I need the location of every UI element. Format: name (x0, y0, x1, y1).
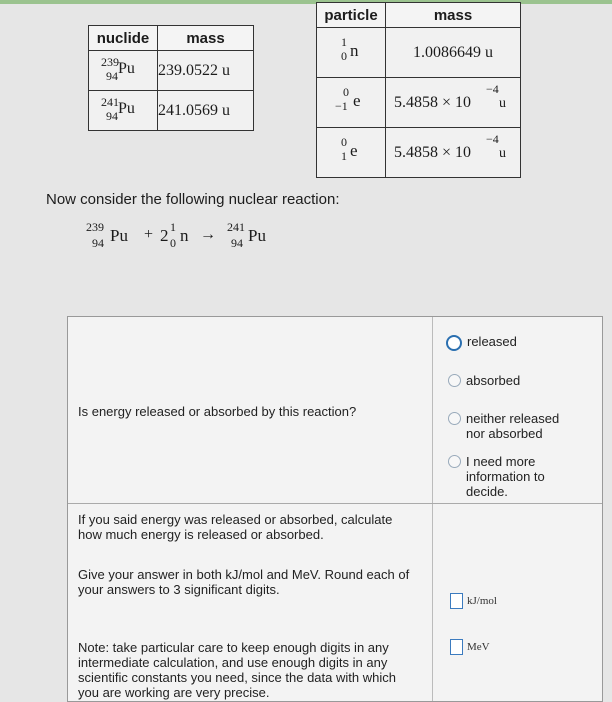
radio-icon[interactable] (448, 412, 461, 425)
question-energy: Is energy released or absorbed by this reaction? (78, 404, 357, 419)
nuclide-cell (89, 91, 158, 131)
option-absorbed[interactable]: absorbed (448, 373, 520, 388)
mev-answer-field[interactable]: MeV (450, 639, 490, 655)
mass-cell: 241.0569 u (158, 91, 254, 131)
radio-icon[interactable] (448, 374, 461, 387)
kjmol-input[interactable] (450, 593, 463, 609)
radio-icon[interactable] (448, 455, 461, 468)
positron-symbol: 0 1 e (341, 135, 358, 163)
mev-input[interactable] (450, 639, 463, 655)
option-need-info[interactable]: I need more information to decide. (448, 454, 560, 499)
pu239-symbol: 239 94 Pu (101, 55, 135, 83)
mass-cell: 5.4858 × 10 −4 u (386, 78, 521, 128)
mass-cell: 5.4858 × 10 −4 u (386, 128, 521, 178)
reaction-equation: 239 94 Pu + 2 1 0 n → 241 94 Pu (86, 220, 266, 250)
mass-header: mass (386, 3, 521, 28)
nuclide-table (88, 25, 254, 131)
particle-cell (317, 28, 386, 78)
arrow-icon: → (200, 226, 216, 243)
reaction-prompt: Now consider the following nuclear reaction: (46, 191, 340, 208)
instructions: Give your answer in both kJ/mol and MeV. Round each of your answers to 3 significant digits. (78, 567, 410, 597)
particle-cell (317, 78, 386, 128)
electron-symbol: 0 −1 e (335, 85, 361, 113)
nuclide-header: nuclide (89, 26, 158, 51)
mass-cell: 239.0522 u (158, 51, 254, 91)
column-divider (432, 317, 433, 701)
option-neither[interactable]: neither released nor absorbed (448, 411, 578, 441)
radio-selected-icon[interactable] (446, 335, 462, 351)
particle-cell (317, 128, 386, 178)
answer-panel (67, 316, 603, 702)
neutron-symbol: 1 0 n (341, 35, 359, 63)
mass-header: mass (158, 26, 254, 51)
question-amount: If you said energy was released or absorbed, calculate how much energy is released or absorbed. (78, 512, 393, 542)
mass-cell: 1.0086649 u (386, 28, 521, 78)
note: Note: take particular care to keep enough digits in any intermediate calculation, and use enough digits in any scientific constants you need, since the data with which you are working are very precise. (78, 640, 396, 700)
nuclide-cell (89, 51, 158, 91)
kjmol-answer-field[interactable]: kJ/mol (450, 593, 497, 609)
option-released[interactable]: released (446, 334, 517, 351)
pu241-symbol: 241 94 Pu (101, 95, 135, 123)
particle-table (316, 2, 521, 178)
particle-header: particle (317, 3, 386, 28)
row-divider (68, 503, 602, 504)
